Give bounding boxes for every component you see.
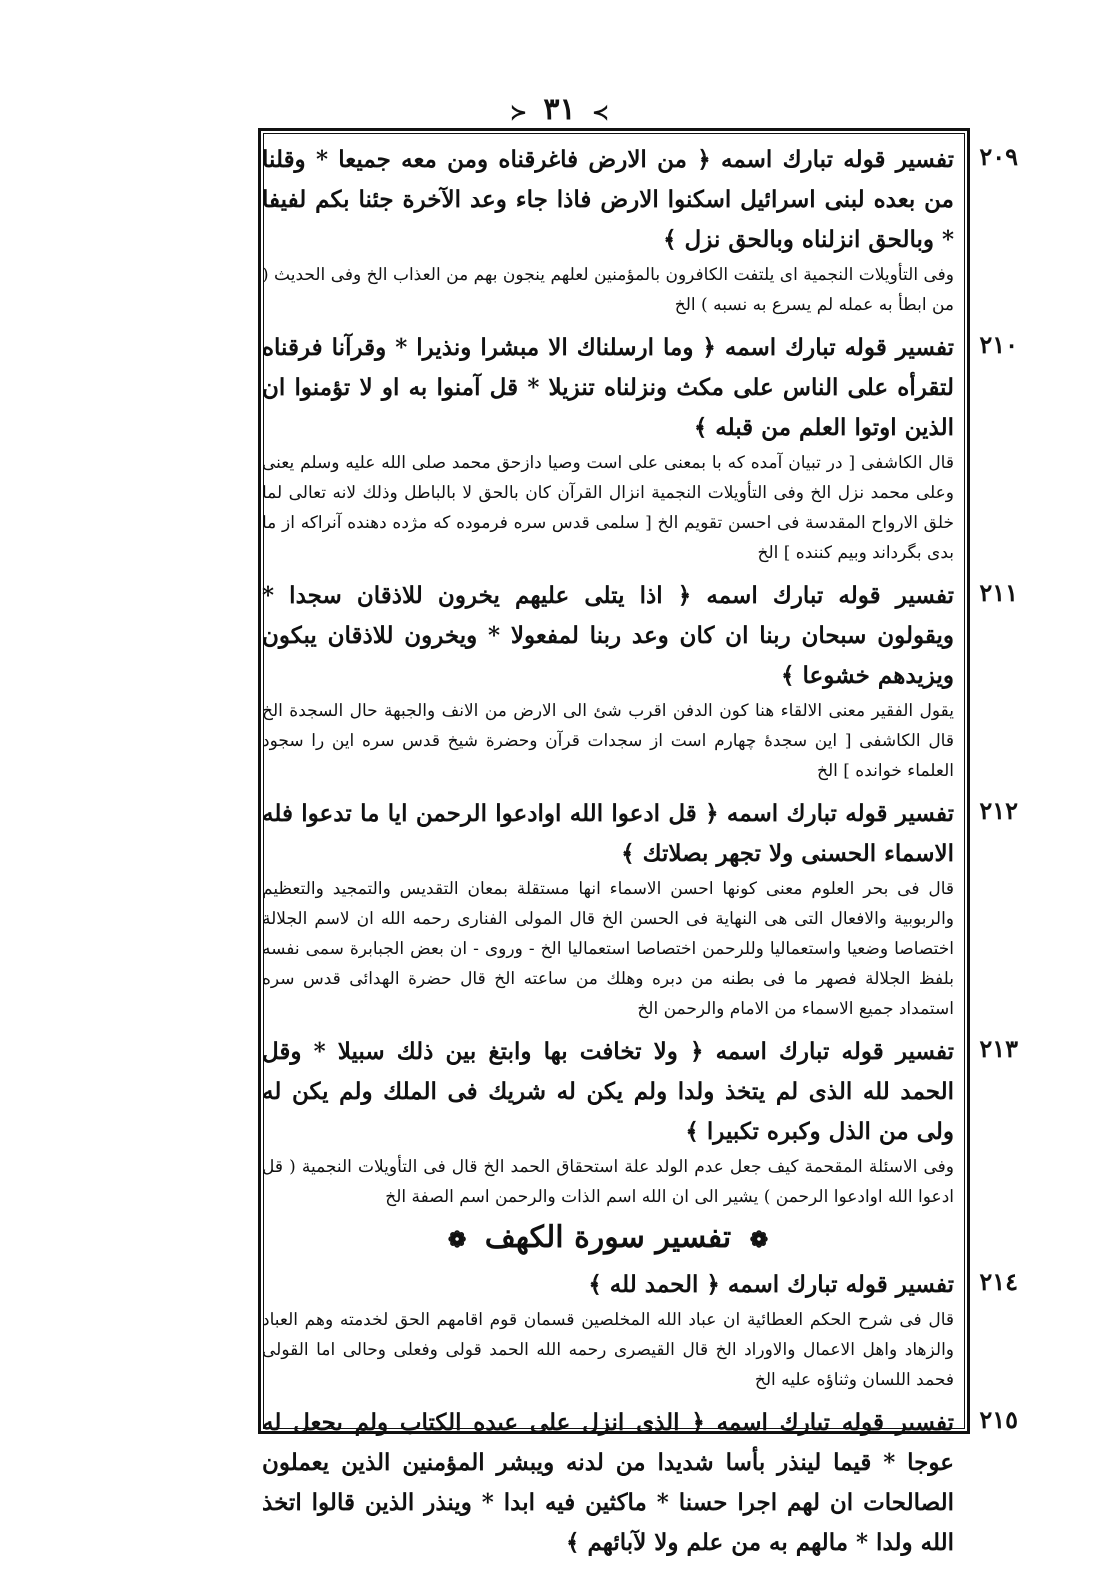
commentary-text: وفى الاسئلة المقحمة كيف جعل عدم الولد علة استحقاق الحمد الخ قال فى التأويلات النجمية ( قل ادعوا الله اوادعوا الرحمن ) يشير الى ان الله اسم الذات والرحمن اسم الصفة الخ: [262, 1157, 954, 1207]
entry-212: [262, 794, 1018, 1024]
entry-213: [262, 1032, 1018, 1212]
verse-text: تفسير قوله تبارك اسمه ﴿ من الارض فاغرقناه ومن معه جميعا * وقلنا من بعده لبنى اسرائيل اسكنوا الارض فاذا جاء وعد الآخرة جئنا بكم لفيفا * وبالحق انزلناه وبالحق نزل ﴾: [262, 146, 954, 253]
entry-number: ٢١٤: [979, 1267, 1018, 1296]
verse-text: تفسير قوله تبارك اسمه ﴿ ولا تخافت بها وابتغ بين ذلك سبيلا * وقل الحمد لله الذى لم يتخذ ولدا ولم يكن له شريك فى الملك ولم يكن له ولى من الذل وكبره تكبيرا ﴾: [262, 1038, 954, 1145]
entry-number: ٢١٠: [979, 330, 1018, 359]
commentary-text: قال فى بحر العلوم معنى كونها احسن الاسماء انها مستقلة بمعان التقديس والتمجيد والتعظيم والربوبية والافعال التى هى النهاية فى الحسن الخ قال المولى الفنارى رحمه الله ان لاسم الجلالة اختصاصا وضعيا واستعماليا وللرحمن اختصاصا استعماليا الخ - وروى - ان بعض الجبابرة سمى نفسه بلفظ الجلالة فصهر ما فى بطنه من دبره وهلك من ساعته الخ قال حضرة الهدائى قدس سره استمداد جميع الاسماء من الامام والرحمن الخ: [262, 879, 954, 1019]
commentary-text: يقول الفقير معنى الالقاء هنا كون الدفن اقرب شئ الى الارض من الانف والجبهة حال السجدة الخ قال الكاشفى [ اين سجدهٔ چهارم است از سجدات قرآن وحضرة شيخ قدس سره اين را سجود العلماء خوانده ] الخ: [262, 701, 954, 781]
ornament-right-icon: ≺: [510, 100, 527, 124]
page-number-header: [0, 92, 1119, 127]
entry-number: ٢١٢: [979, 796, 1018, 825]
entry-number: ٢٠٩: [979, 142, 1018, 171]
entry-214: [262, 1265, 1018, 1395]
verse-text: تفسير قوله تبارك اسمه ﴿ الحمد لله ﴾: [588, 1271, 954, 1298]
ornament-left-icon: ≻: [592, 100, 609, 124]
page-content: [262, 140, 1018, 1571]
entry-number: ٢١٥: [979, 1405, 1018, 1434]
verse-text: تفسير قوله تبارك اسمه ﴿ اذا يتلى عليهم يخرون للاذقان سجدا * ويقولون سبحان ربنا ان كان وعد ربنا لمفعولا * ويخرون للاذقان يبكون ويزيدهم خشوعا ﴾: [262, 582, 954, 689]
verse-text: تفسير قوله تبارك اسمه ﴿ الذى انزل على عبده الكتاب ولم يجعل له عوجا * قيما لينذر بأسا شديدا من لدنه ويبشر المؤمنين الذين يعملون الصالحات ان لهم اجرا حسنا * ماكثين فيه ابدا * وينذر الذين قالوا اتخذ الله ولدا * مالهم به من علم ولا لآبائهم ﴾: [262, 1409, 954, 1556]
verse-text: تفسير قوله تبارك اسمه ﴿ قل ادعوا الله اوادعوا الرحمن ايا ما تدعوا فله الاسماء الحسنى ولا تجهر بصلاتك ﴾: [262, 800, 954, 867]
verse-text: تفسير قوله تبارك اسمه ﴿ وما ارسلناك الا مبشرا ونذيرا * وقرآنا فرقناه لتقرأه على الناس على مكث ونزلناه تنزيلا * قل آمنوا به او لا تؤمنوا ان الذين اوتوا العلم من قبله ﴾: [262, 334, 954, 441]
entry-210: [262, 328, 1018, 568]
entry-number: ٢١١: [979, 578, 1018, 607]
page-number: ٣١: [543, 92, 576, 127]
surah-heading-text: تفسير سورة الكهف: [484, 1220, 732, 1255]
heading-ornament-icon: ❁: [749, 1227, 769, 1253]
commentary-text: وفى التأويلات النجمية اى يلتفت الكافرون بالمؤمنين لعلهم ينجون بهم من العذاب الخ وفى الحديث ( من ابطأ به عمله لم يسرع به نسبه ) الخ: [262, 265, 954, 315]
commentary-text: قال الكاشفى [ در تبيان آمده كه با بمعنى على است وصيا دازحق محمد صلى الله عليه وسلم يعنى وعلى محمد نزل الخ وفى التأويلات النجمية انزال القرآن كان بالحق لا بالباطل وذلك لانه تعالى لما خلق الارواح المقدسة فى احسن تقويم الخ [ سلمى قدس سره فرموده كه مژده دهنده آنراكه از ما بدى بگرداند وبيم كننده ] الخ: [262, 453, 954, 563]
entry-number: ٢١٣: [979, 1034, 1018, 1063]
entry-215: [262, 1403, 1018, 1563]
entry-211: [262, 576, 1018, 786]
commentary-text: قال فى شرح الحكم العطائية ان عباد الله المخلصين قسمان قوم اقامهم الحق لخدمته وهم العباد والزهاد واهل الاعمال والاوراد الخ قال القيصرى رحمه الله الحمد قولى وفعلى وحالى اما القولى فحمد اللسان وثناؤه عليه الخ: [262, 1310, 954, 1390]
surah-heading: [262, 1220, 954, 1255]
heading-ornament-icon: ❁: [447, 1227, 467, 1253]
entry-209: [262, 140, 1018, 320]
